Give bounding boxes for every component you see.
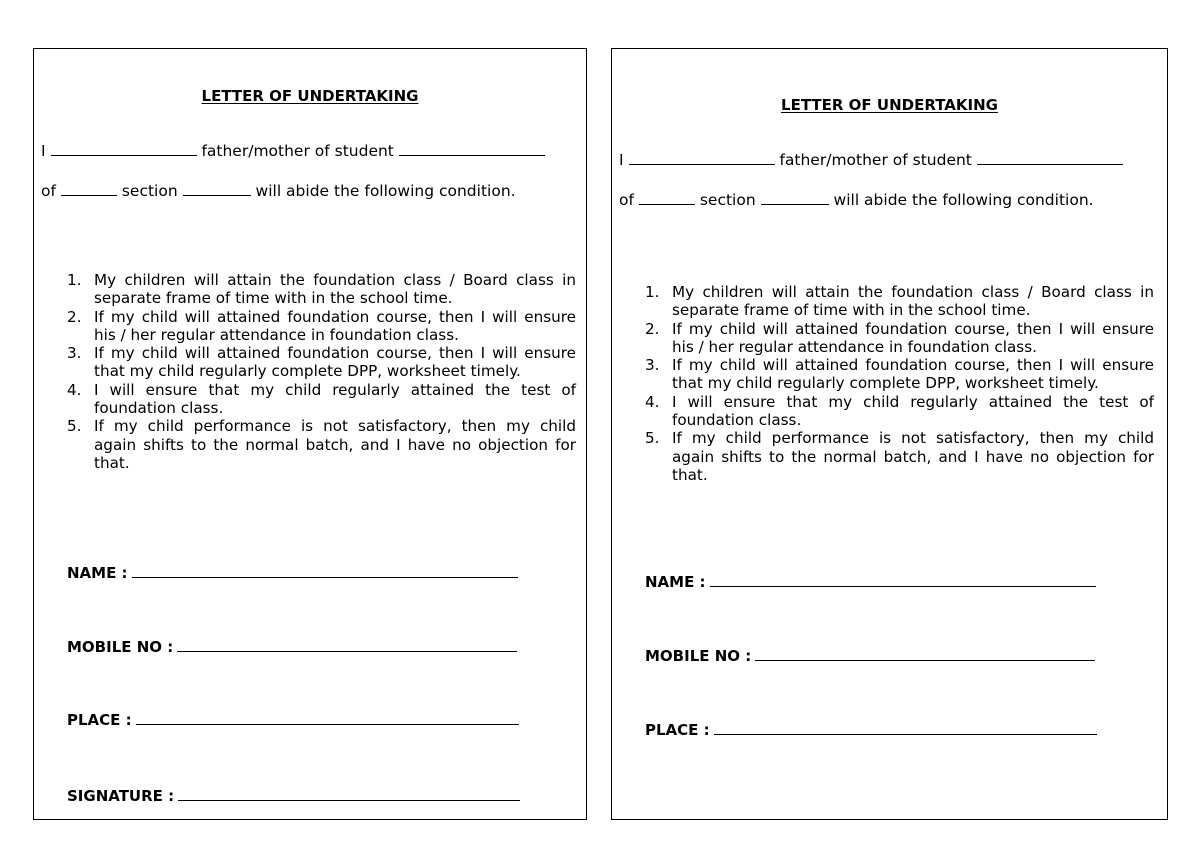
form-title: LETTER OF UNDERTAKING	[201, 87, 419, 105]
name-label: NAME :	[67, 564, 128, 582]
student-name-blank[interactable]	[977, 150, 1123, 165]
place-field	[645, 720, 1097, 739]
line1-mid: father/mother of student	[201, 142, 394, 160]
parent-name-blank[interactable]	[629, 150, 775, 165]
student-name-blank[interactable]	[399, 141, 545, 156]
mobile-input-line[interactable]	[755, 646, 1095, 661]
parent-name-line	[41, 141, 545, 160]
line2-pre: of	[41, 182, 56, 200]
parent-name-blank[interactable]	[51, 141, 197, 156]
signature-field	[67, 786, 520, 805]
list-item: 4. I will ensure that my child regularly attained the test of foundation class.	[645, 392, 1154, 430]
line2-post: will abide the following condition.	[833, 191, 1094, 209]
undertaking-form-left	[33, 48, 587, 820]
name-input-line[interactable]	[710, 572, 1096, 587]
conditions-list	[54, 271, 576, 472]
signature-label: SIGNATURE :	[67, 787, 175, 805]
place-label: PLACE :	[67, 711, 132, 729]
list-item: 3. If my child will attained foundation course, then I will ensure that my child regularly complete DPP, worksheet timely.	[67, 344, 576, 381]
place-field	[67, 710, 519, 729]
line2-mid: section	[121, 182, 178, 200]
section-blank[interactable]	[183, 181, 251, 196]
class-blank[interactable]	[61, 181, 117, 196]
section-blank[interactable]	[761, 190, 829, 205]
undertaking-form-right	[611, 48, 1168, 820]
list-item: 5. If my child performance is not satisfactory, then my child again shifts to the normal batch, and I have no objection for that.	[67, 417, 576, 472]
place-input-line[interactable]	[136, 710, 519, 725]
line2-post: will abide the following condition.	[255, 182, 516, 200]
name-input-line[interactable]	[132, 563, 518, 578]
class-section-line	[41, 181, 516, 200]
mobile-label: MOBILE NO :	[67, 638, 174, 656]
mobile-input-line[interactable]	[177, 637, 517, 652]
mobile-field	[645, 646, 1095, 665]
conditions-list	[632, 283, 1154, 484]
name-label: NAME :	[645, 573, 706, 591]
mobile-field	[67, 637, 517, 656]
line1-mid: father/mother of student	[779, 151, 972, 169]
line1-pre: I	[41, 142, 46, 160]
signature-input-line[interactable]	[178, 786, 520, 801]
list-item: 2. If my child will attained foundation course, then I will ensure his / her regular attendance in foundation class.	[645, 319, 1154, 356]
line2-pre: of	[619, 191, 634, 209]
list-item: 5. If my child performance is not satisfactory, then my child again shifts to the normal batch, and I have no objection for that.	[645, 429, 1154, 484]
parent-name-line	[619, 150, 1123, 169]
list-item: 1. My children will attain the foundation class / Board class in separate frame of time with in the school time.	[645, 283, 1154, 320]
line1-pre: I	[619, 151, 624, 169]
line2-mid: section	[699, 191, 756, 209]
list-item: 4. I will ensure that my child regularly attained the test of foundation class.	[67, 380, 576, 418]
list-item: 2. If my child will attained foundation course, then I will ensure his / her regular attendance in foundation class.	[67, 307, 576, 344]
name-field	[645, 572, 1096, 591]
class-section-line	[619, 190, 1094, 209]
mobile-label: MOBILE NO :	[645, 647, 752, 665]
name-field	[67, 563, 518, 582]
list-item: 3. If my child will attained foundation course, then I will ensure that my child regularly complete DPP, worksheet timely.	[645, 356, 1154, 393]
place-label: PLACE :	[645, 721, 710, 739]
class-blank[interactable]	[639, 190, 695, 205]
list-item: 1. My children will attain the foundation class / Board class in separate frame of time with in the school time.	[67, 271, 576, 308]
place-input-line[interactable]	[714, 720, 1097, 735]
form-title: LETTER OF UNDERTAKING	[781, 96, 998, 114]
